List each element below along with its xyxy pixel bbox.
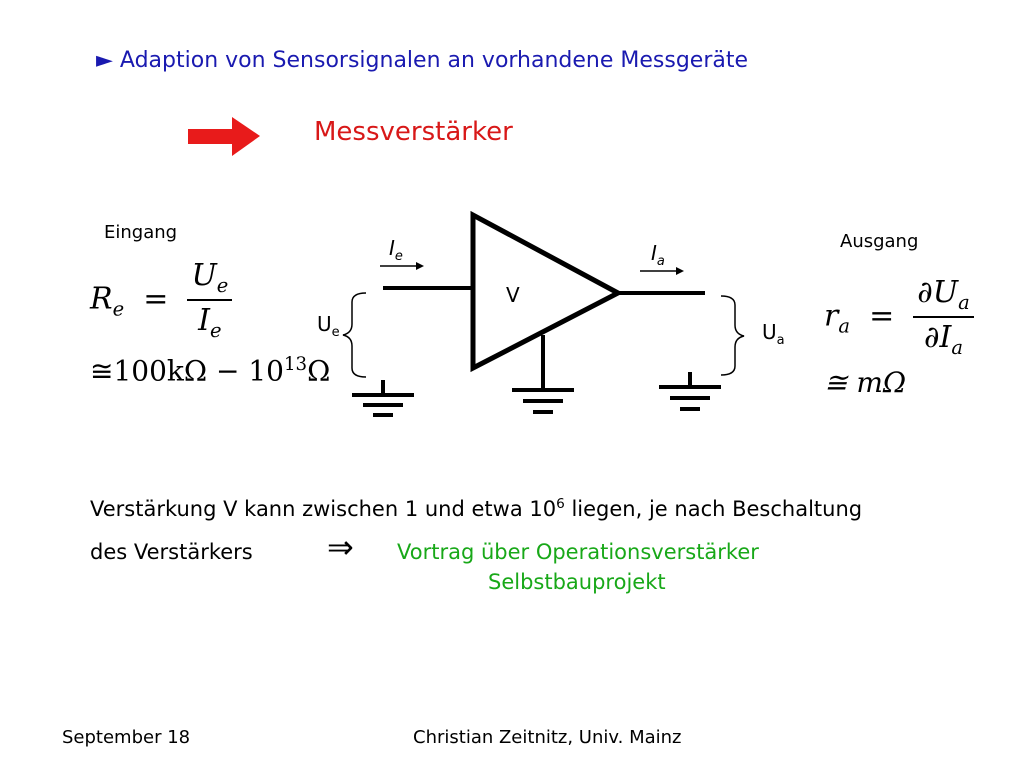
- gain-text: Verstärkung V kann zwischen 1 und etwa $10^6$ liegen, je nach Beschaltung: [90, 496, 863, 521]
- ue-brace: [343, 293, 366, 377]
- output-resistance-formula: $r_a$ = $\frac{\partial U_a}{\partial I_a}$: [824, 275, 974, 359]
- ground-icon: [659, 372, 721, 409]
- input-label: Eingang: [104, 222, 178, 243]
- footer-date: September 18: [62, 727, 191, 748]
- ground-icon: [352, 380, 414, 415]
- headline-text: Adaption von Sensorsignalen an vorhandene Messgeräte: [119, 48, 749, 73]
- amplifier-triangle: [473, 215, 618, 368]
- ue-label: $U_e$: [317, 312, 340, 340]
- ua-label: $U_a$: [762, 320, 785, 348]
- talk-link[interactable]: Vortrag über Operationsverstärker: [397, 540, 759, 564]
- ia-label: $I_a$: [651, 241, 665, 269]
- input-resistance-formula: $R_e$ = $\frac{U_e}{I_e}$: [90, 258, 232, 342]
- page-title: Messverstärker: [314, 117, 513, 147]
- footer-author: Christian Zeitnitz, Univ. Mainz: [413, 727, 682, 748]
- input-resistance-range: ≅100kΩ − $10^{13}\Omega$: [90, 354, 331, 388]
- gain-text-continued: des Verstärkers: [90, 540, 253, 564]
- bullet-icon: ►: [96, 48, 113, 73]
- output-resistance-approx: ≅ mΩ: [824, 366, 907, 399]
- ground-icon: [512, 390, 574, 412]
- output-label: Ausgang: [840, 231, 919, 252]
- amp-label: V: [506, 283, 520, 307]
- project-link[interactable]: Selbstbauprojekt: [488, 570, 666, 594]
- red-arrow-icon: [188, 117, 260, 156]
- implies-icon: ⇒: [327, 528, 354, 566]
- ua-brace: [721, 296, 744, 375]
- ie-label: $I_e$: [389, 236, 403, 264]
